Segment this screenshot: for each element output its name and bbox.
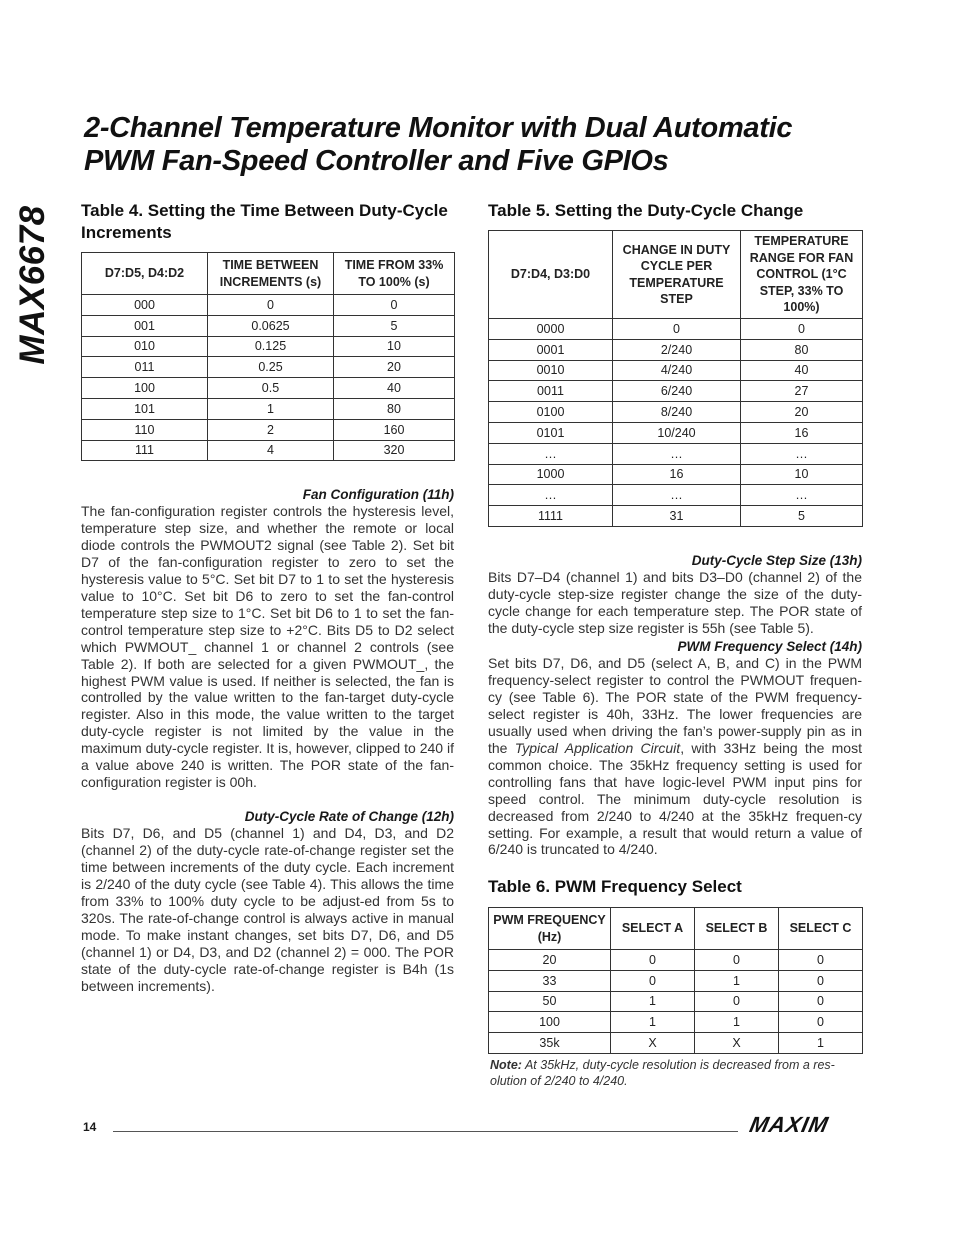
page-number: 14	[83, 1120, 97, 1134]
table-cell: 0101	[489, 422, 613, 443]
table-cell: 2	[208, 419, 334, 440]
table-cell: 80	[741, 339, 863, 360]
table-cell: 1	[611, 991, 695, 1012]
note-label: Note:	[490, 1057, 522, 1072]
table-cell: 4	[208, 440, 334, 461]
pwm-text-part-2: , with 33Hz being the most common choice. The 35kHz frequency setting is used for controlling fans that have logic-level PWM input pins for speed control. The minimum duty-cycle resolution is decreased from 2/240 to 4/240 at the 35kHz frequen-cy setting. For example, a result that would return a value of 6/240 is truncated to 4/240.	[488, 739, 862, 858]
table-cell: …	[613, 443, 741, 464]
pwm-frequency-text	[488, 655, 862, 858]
table-cell: 1	[695, 970, 779, 991]
part-number: MAX6678	[13, 205, 52, 365]
table4-header: TIME BETWEEN INCREMENTS (s)	[208, 253, 334, 295]
table-cell: 35k	[489, 1033, 611, 1054]
table-row	[82, 295, 455, 316]
table-cell: 1	[208, 398, 334, 419]
note-text: At 35kHz, duty-cycle resolution is decreased from a res-olution of 2/240 to 4/240.	[490, 1057, 835, 1088]
table-cell: X	[611, 1033, 695, 1054]
table-cell: 20	[489, 950, 611, 971]
table-row	[489, 339, 863, 360]
table-row	[82, 378, 455, 399]
footer-divider	[113, 1131, 738, 1132]
table-cell: 33	[489, 970, 611, 991]
rate-of-change-text: Bits D7, D6, and D5 (channel 1) and D4, D3, and D2 (channel 2) of the duty-cycle rate-of-change register set the time between increments of the duty cycle. Each increment is 2/240 of the duty cycle (see Table 4). This allows the time from 33% to 100% duty cycle to be adjust-ed from 5s to 320s. The rate-of-change control is always active in manual mode. To make instant changes, set bits D7, D6, and D5 (channel 1) or D4, D3, and D2 (channel 2) = 000. The POR state of the duty-cycle rate-of-change register is B4h (1s between increments).	[81, 825, 454, 994]
table6	[488, 907, 863, 1054]
table-row	[82, 398, 455, 419]
table-cell: 40	[741, 360, 863, 381]
table-row	[489, 506, 863, 527]
rate-of-change-heading: Duty-Cycle Rate of Change (12h)	[244, 809, 454, 824]
table-cell: 4/240	[613, 360, 741, 381]
step-size-section	[488, 552, 862, 637]
side-part-label	[4, 200, 62, 370]
table-cell: 0001	[489, 339, 613, 360]
table-cell: 000	[82, 295, 208, 316]
table4-header: TIME FROM 33% TO 100% (s)	[334, 253, 455, 295]
table-cell: …	[741, 443, 863, 464]
table4-section	[81, 200, 454, 461]
table-row	[489, 1033, 863, 1054]
table-cell: X	[695, 1033, 779, 1054]
table-cell: 31	[613, 506, 741, 527]
table-cell: 0.0625	[208, 315, 334, 336]
table-row	[489, 485, 863, 506]
pwm-text-part-1: Set bits D7, D6, and D5 (select A, B, and C) in the PWM frequency-select register to control the PWMOUT frequen-cy (see Table 6). The POR state of the PWM frequency-select register is 40h, 33Hz. The lower frequencies are usually used when driving the fan’s power-supply pin as in the	[488, 655, 862, 756]
table-row	[489, 443, 863, 464]
table-cell: 0	[779, 991, 863, 1012]
table-cell: 40	[334, 378, 455, 399]
table-cell: 50	[489, 991, 611, 1012]
table5-header: D7:D4, D3:D0	[489, 231, 613, 319]
table-row	[82, 336, 455, 357]
table-cell: 0	[779, 1012, 863, 1033]
table-row	[82, 419, 455, 440]
maxim-logo: MAXIM	[747, 1112, 832, 1137]
table-cell: 110	[82, 419, 208, 440]
table-cell: 0	[741, 319, 863, 340]
pwm-frequency-section	[488, 638, 862, 858]
step-size-heading: Duty-Cycle Step Size (13h)	[691, 553, 862, 568]
table-cell: 20	[741, 402, 863, 423]
pwm-frequency-heading: PWM Frequency Select (14h)	[677, 639, 862, 654]
title-line-2: PWM Fan-Speed Controller and Five GPIOs	[84, 145, 669, 177]
fan-config-text: The fan-configuration register controls the hysteresis level, temperature step size, and whether the remote or local diode controls the PWMOUT2 signal (see Table 2). Set bit D7 of the fan-configuration register to zero to set the hysteresis value to 5°C. Set bit D7 to 1 to set the hysteresis value to 10°C. Set bit D6 to zero to set the fan-control temperature step size to 1°C. Set bit D6 to 1 to set the fan-control temperature step size to +2°C. Bits D5 to D2 select which PWMOUT_ channel 1 or channel 2 controls (see Table 2). If both are selected for a given PWMOUT_, the highest PWM value is used. If neither is selected, the fan is controlled by the value written to the fan-target duty-cycle register. Also in this mode, the value written to the target duty-cycle register is not limited by the value in the maximum duty-cycle register. It is, however, clipped to 240 if a value above 240 is written. The POR state of the fan-configuration register is 00h.	[81, 503, 454, 791]
table-cell: 80	[334, 398, 455, 419]
fan-config-section	[81, 486, 454, 791]
table-cell: 10	[741, 464, 863, 485]
table-cell: …	[489, 443, 613, 464]
table-cell: 010	[82, 336, 208, 357]
table-row	[82, 357, 455, 378]
table-cell: 100	[489, 1012, 611, 1033]
table-row	[489, 950, 863, 971]
pwm-text-italic: Typical Application Circuit	[514, 739, 681, 756]
table-row	[489, 1012, 863, 1033]
table-cell: 0	[779, 950, 863, 971]
table-cell: 1	[695, 1012, 779, 1033]
table6-title: Table 6. PWM Frequency Select	[488, 877, 742, 896]
table-cell: 160	[334, 419, 455, 440]
table-cell: …	[489, 485, 613, 506]
table-cell: 8/240	[613, 402, 741, 423]
table-cell: 0000	[489, 319, 613, 340]
table-cell: 0.125	[208, 336, 334, 357]
table-row	[82, 440, 455, 461]
table-row	[489, 464, 863, 485]
table-cell: 001	[82, 315, 208, 336]
table5-section	[488, 200, 862, 527]
page-title	[84, 112, 884, 178]
table-cell: 0	[611, 970, 695, 991]
table6-header: SELECT B	[695, 908, 779, 950]
step-size-text: Bits D7–D4 (channel 1) and bits D3–D0 (channel 2) of the duty-cycle step-size register change the size of the duty-cycle change for each temperature step. The POR state of the duty-cycle step size register is 55h (see Table 5).	[488, 569, 862, 636]
table-cell: 1000	[489, 464, 613, 485]
table-cell: 320	[334, 440, 455, 461]
table-cell: 20	[334, 357, 455, 378]
fan-config-heading: Fan Configuration (11h)	[302, 487, 454, 502]
table-cell: 0100	[489, 402, 613, 423]
table-row	[489, 991, 863, 1012]
table-cell: 111	[82, 440, 208, 461]
table-row	[489, 422, 863, 443]
table5-header: TEMPERATURE RANGE FOR FAN CONTROL (1°C STEP, 33% TO 100%)	[741, 231, 863, 319]
table5-header: CHANGE IN DUTY CYCLE PER TEMPERATURE STEP	[613, 231, 741, 319]
table-cell: 5	[334, 315, 455, 336]
table5-title: Table 5. Setting the Duty-Cycle Change	[488, 201, 804, 220]
table-cell: 16	[613, 464, 741, 485]
table-cell: 0	[334, 295, 455, 316]
table4	[81, 252, 455, 461]
table-cell: 0	[695, 950, 779, 971]
table-cell: 6/240	[613, 381, 741, 402]
table-cell: 0.25	[208, 357, 334, 378]
table-row	[82, 315, 455, 336]
table-cell: 16	[741, 422, 863, 443]
table-cell: …	[613, 485, 741, 506]
table6-section	[488, 876, 862, 1089]
table-cell: 27	[741, 381, 863, 402]
table-row	[489, 402, 863, 423]
table5	[488, 230, 863, 527]
table6-header: SELECT C	[779, 908, 863, 950]
table-cell: 0	[208, 295, 334, 316]
table6-header: SELECT A	[611, 908, 695, 950]
table-cell: 0	[695, 991, 779, 1012]
table4-title: Table 4. Setting the Time Between Duty-Cycle Increments	[81, 201, 448, 242]
table6-header: PWM FREQUENCY (Hz)	[489, 908, 611, 950]
table-cell: 100	[82, 378, 208, 399]
rate-of-change-section	[81, 808, 454, 995]
table-cell: 0	[613, 319, 741, 340]
table-cell: 0010	[489, 360, 613, 381]
table-cell: 0	[611, 950, 695, 971]
title-line-1: 2-Channel Temperature Monitor with Dual Automatic	[84, 112, 793, 144]
table-cell: 0011	[489, 381, 613, 402]
table-cell: 1	[611, 1012, 695, 1033]
table-cell: …	[741, 485, 863, 506]
table-cell: 1111	[489, 506, 613, 527]
table-row	[489, 360, 863, 381]
table-row	[489, 381, 863, 402]
table-cell: 0	[779, 970, 863, 991]
table6-note	[488, 1057, 862, 1089]
table-cell: 2/240	[613, 339, 741, 360]
table-row	[489, 970, 863, 991]
table-cell: 101	[82, 398, 208, 419]
table-cell: 011	[82, 357, 208, 378]
table-cell: 0.5	[208, 378, 334, 399]
table-cell: 10	[334, 336, 455, 357]
table-cell: 1	[779, 1033, 863, 1054]
table-row	[489, 319, 863, 340]
table-cell: 5	[741, 506, 863, 527]
table4-header: D7:D5, D4:D2	[82, 253, 208, 295]
table-cell: 10/240	[613, 422, 741, 443]
